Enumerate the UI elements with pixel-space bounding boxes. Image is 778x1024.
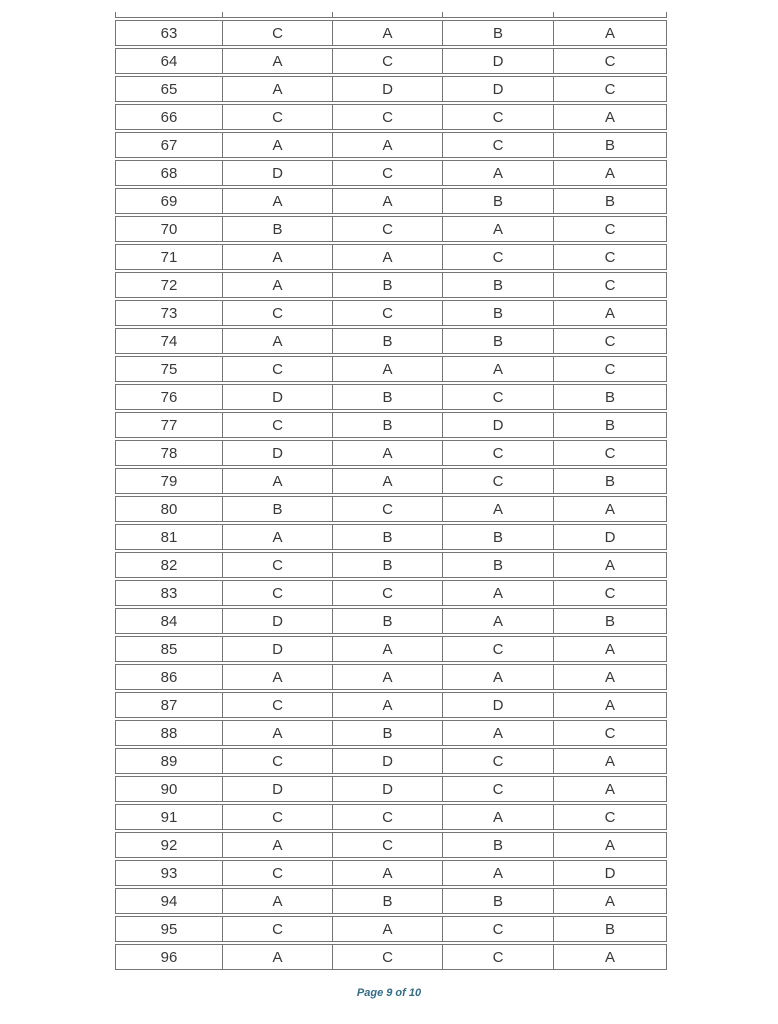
answer-cell: B [332,412,442,438]
answer-cell: A [553,888,667,914]
table-row [115,440,667,466]
answer-cell: D [442,76,553,102]
answer-cell: B [442,188,553,214]
table-row [115,664,667,690]
question-number-cell: 88 [115,720,222,746]
table-row [115,608,667,634]
answer-cell: C [442,636,553,662]
answer-cell: C [332,216,442,242]
answer-cell: C [442,944,553,970]
table-row [115,216,667,242]
question-number-cell: 68 [115,160,222,186]
answer-cell [222,12,332,18]
answer-cell: D [332,748,442,774]
table-row [115,48,667,74]
table-row [115,720,667,746]
table-row [115,860,667,886]
question-number-cell: 89 [115,748,222,774]
answer-cell: A [553,552,667,578]
answer-cell: C [553,328,667,354]
question-number-cell: 80 [115,496,222,522]
answer-cell: A [442,720,553,746]
answer-cell: B [553,412,667,438]
answer-cell: B [553,132,667,158]
table-row [115,272,667,298]
answer-cell: A [553,692,667,718]
answer-cell: C [442,916,553,942]
table-row [115,132,667,158]
answer-cell: C [553,48,667,74]
answer-cell: A [222,524,332,550]
page-footer [0,983,778,1001]
answer-cell: C [222,580,332,606]
question-number-cell: 72 [115,272,222,298]
question-number-cell: 87 [115,692,222,718]
question-number-cell: 63 [115,20,222,46]
table-row [115,776,667,802]
answer-cell: A [442,664,553,690]
answer-cell: D [222,440,332,466]
question-number-cell: 76 [115,384,222,410]
question-number-cell: 73 [115,300,222,326]
answer-cell: A [332,468,442,494]
answer-cell: A [332,916,442,942]
answer-cell: B [553,188,667,214]
answer-cell: A [442,580,553,606]
table-row [115,524,667,550]
answer-cell: A [332,356,442,382]
answer-cell: C [332,104,442,130]
answer-cell: C [332,804,442,830]
question-number-cell: 65 [115,76,222,102]
answer-cell: B [442,300,553,326]
question-number-cell: 94 [115,888,222,914]
table-row [115,832,667,858]
answer-cell: C [553,580,667,606]
answer-cell: A [332,244,442,270]
question-number-cell: 84 [115,608,222,634]
answer-cell: B [332,888,442,914]
answer-cell: A [222,76,332,102]
page-number-label: Page 9 of 10 [356,987,422,999]
answer-cell: C [442,440,553,466]
question-number-cell: 77 [115,412,222,438]
answer-cell: B [222,496,332,522]
answer-cell: B [442,888,553,914]
answer-cell: B [442,272,553,298]
table-row [115,468,667,494]
answer-cell: C [553,720,667,746]
answer-cell: C [553,356,667,382]
answer-cell: A [222,188,332,214]
question-number-cell: 82 [115,552,222,578]
answer-cell: A [222,888,332,914]
answer-cell: A [222,944,332,970]
answer-cell: C [553,272,667,298]
answer-cell: A [553,664,667,690]
answer-cell: D [222,160,332,186]
question-number-cell: 90 [115,776,222,802]
answer-cell: B [442,552,553,578]
answer-cell: A [553,832,667,858]
answer-cell: D [332,776,442,802]
question-number-cell: 69 [115,188,222,214]
answer-cell: A [553,104,667,130]
question-number-cell: 79 [115,468,222,494]
answer-cell: B [442,832,553,858]
table-row [115,692,667,718]
question-number-cell: 67 [115,132,222,158]
answer-cell: A [222,328,332,354]
table-row [115,944,667,970]
table-row [115,20,667,46]
answer-cell: B [332,720,442,746]
answer-cell: B [332,384,442,410]
answer-cell: A [553,636,667,662]
question-number-cell: 93 [115,860,222,886]
table-row [115,104,667,130]
answer-cell: B [442,524,553,550]
answer-cell: A [442,860,553,886]
table-row-cutoff [115,12,667,18]
answer-cell: A [332,132,442,158]
table-row [115,160,667,186]
table-row [115,76,667,102]
answer-cell: C [332,580,442,606]
question-number-cell: 91 [115,804,222,830]
answer-cell: B [222,216,332,242]
answer-cell: A [553,748,667,774]
question-number-cell: 85 [115,636,222,662]
answer-cell: A [332,440,442,466]
answer-cell: D [332,76,442,102]
answer-cell [442,12,553,18]
answer-cell: A [332,692,442,718]
answer-cell: A [222,468,332,494]
answer-cell: D [222,636,332,662]
answer-cell: A [222,832,332,858]
question-number-cell [115,12,222,18]
answer-cell: C [222,692,332,718]
answer-cell: A [222,720,332,746]
table-row [115,804,667,830]
answer-cell: A [553,300,667,326]
answer-cell: B [553,916,667,942]
answer-cell: C [442,132,553,158]
table-row [115,888,667,914]
answer-cell: A [442,496,553,522]
question-number-cell: 96 [115,944,222,970]
answer-cell: C [222,356,332,382]
answer-cell: A [442,216,553,242]
answer-cell: C [222,20,332,46]
answer-cell: C [553,76,667,102]
table-row [115,552,667,578]
question-number-cell: 92 [115,832,222,858]
table-row [115,384,667,410]
question-number-cell: 81 [115,524,222,550]
table-row [115,412,667,438]
answer-cell: B [553,384,667,410]
answer-cell: C [222,804,332,830]
answer-cell: C [332,944,442,970]
answer-cell: A [222,132,332,158]
answer-key-table [115,12,667,972]
question-number-cell: 74 [115,328,222,354]
question-number-cell: 95 [115,916,222,942]
answer-cell: C [222,916,332,942]
answer-cell: C [442,384,553,410]
answer-cell: A [332,636,442,662]
table-row [115,356,667,382]
answer-cell: A [553,944,667,970]
answer-cell: C [222,860,332,886]
answer-cell: A [553,160,667,186]
answer-cell: C [332,48,442,74]
answer-cell: C [442,104,553,130]
question-number-cell: 86 [115,664,222,690]
question-number-cell: 70 [115,216,222,242]
question-number-cell: 83 [115,580,222,606]
answer-cell: A [332,188,442,214]
answer-cell: A [442,804,553,830]
answer-cell: C [553,244,667,270]
answer-cell: B [332,608,442,634]
answer-cell: B [332,524,442,550]
question-number-cell: 66 [115,104,222,130]
answer-cell: A [332,860,442,886]
answer-cell: D [553,524,667,550]
answer-cell: A [332,664,442,690]
answer-cell: C [442,468,553,494]
answer-cell: D [553,860,667,886]
answer-cell: A [332,20,442,46]
answer-cell: D [442,48,553,74]
answer-cell: A [442,160,553,186]
question-number-cell: 75 [115,356,222,382]
answer-cell: A [553,776,667,802]
answer-cell: D [222,608,332,634]
table-row [115,916,667,942]
answer-cell: C [222,300,332,326]
answer-cell: A [222,272,332,298]
table-row [115,636,667,662]
answer-cell: B [332,552,442,578]
question-number-cell: 64 [115,48,222,74]
answer-key-table-container [115,12,667,972]
table-row [115,300,667,326]
answer-cell: C [553,216,667,242]
answer-cell: B [442,20,553,46]
answer-cell: B [332,328,442,354]
answer-cell: C [442,748,553,774]
answer-cell: C [332,300,442,326]
table-row [115,244,667,270]
answer-cell: C [553,440,667,466]
answer-cell: A [222,244,332,270]
question-number-cell: 78 [115,440,222,466]
answer-cell: B [553,468,667,494]
table-row [115,328,667,354]
question-number-cell: 71 [115,244,222,270]
answer-cell [553,12,667,18]
answer-cell: B [332,272,442,298]
answer-cell: C [332,160,442,186]
answer-cell: C [222,552,332,578]
table-row [115,496,667,522]
answer-cell: D [442,692,553,718]
answer-cell: A [442,608,553,634]
answer-cell: C [222,748,332,774]
answer-cell: C [442,244,553,270]
answer-cell: C [553,804,667,830]
answer-cell: A [553,20,667,46]
answer-cell: A [442,356,553,382]
answer-cell [332,12,442,18]
answer-cell: D [222,776,332,802]
answer-cell: B [553,608,667,634]
answer-cell: C [222,104,332,130]
answer-cell: D [442,412,553,438]
answer-cell: B [442,328,553,354]
answer-cell: C [442,776,553,802]
table-row [115,188,667,214]
answer-cell: C [222,412,332,438]
answer-cell: A [222,48,332,74]
answer-cell: A [222,664,332,690]
answer-cell: C [332,832,442,858]
table-row [115,580,667,606]
answer-cell: A [553,496,667,522]
table-row [115,748,667,774]
answer-cell: D [222,384,332,410]
answer-cell: C [332,496,442,522]
